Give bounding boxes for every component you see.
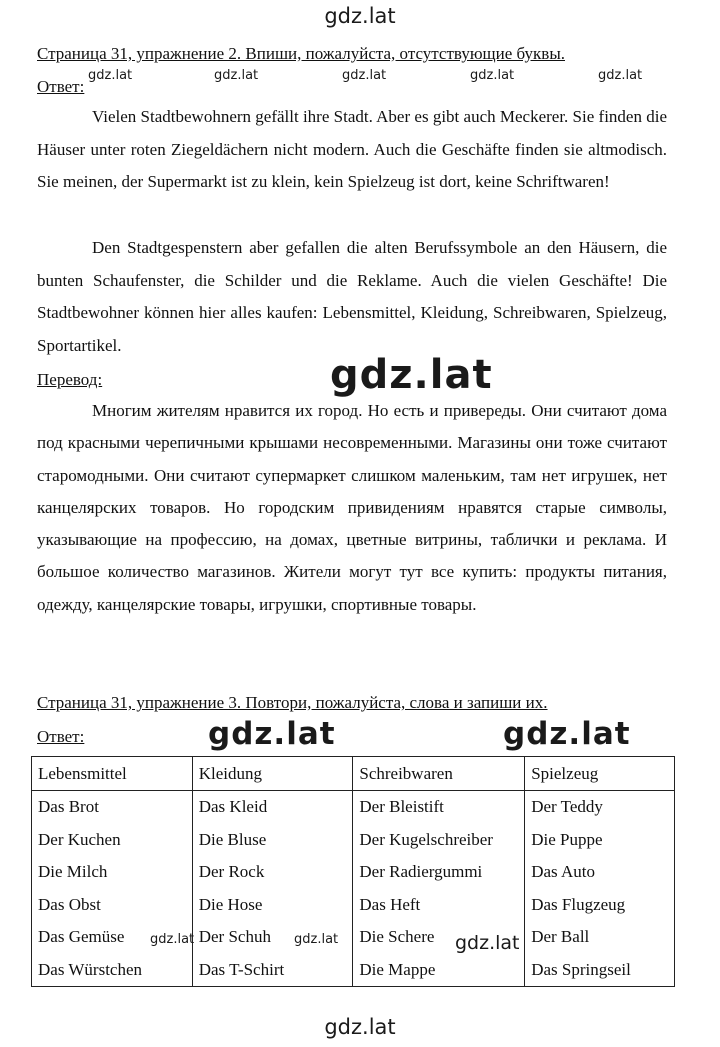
task3-title: Страница 31, упражнение 3. Повтори, пожалуйста, слова и запиши их. <box>37 693 548 712</box>
table-cell: Der Ball <box>525 921 675 954</box>
table-header-cell: Schreibwaren <box>353 757 525 791</box>
translation-paragraph: Многим жителям нравится их город. Но есть и привереды. Они считают дома под красными черепичными крышами несовременными. Магазины они тоже считают старомодными. Они считают супермаркет слишком маленьким, там нет игрушек, нет канцелярских товаров. Но городским привидениям нравятся старые символы, указывающие на профессию, на домах, цветные витрины, таблички и реклама. И большое количество магазинов. Жители могут тут все купить: продукты питания, одежду, канцелярские товары, игрушки, спортивные товары. <box>37 401 667 614</box>
table-row <box>32 954 675 987</box>
task2-title: Страница 31, упражнение 2. Впиши, пожалуйста, отсутствующие буквы. <box>37 44 565 63</box>
table-cell: Das Brot <box>32 791 193 824</box>
table-cell: Die Milch <box>32 856 193 889</box>
watermark-small: gdz.lat <box>342 68 387 83</box>
watermark-small: gdz.lat <box>88 68 133 83</box>
table-header-cell: Kleidung <box>192 757 353 791</box>
watermark-small: gdz.lat <box>150 932 195 947</box>
table-row <box>32 856 675 889</box>
table-cell: Der Radiergummi <box>353 856 525 889</box>
watermark-bottom: gdz.lat <box>324 1015 396 1039</box>
table-header-row <box>32 757 675 791</box>
table-cell: Das Obst <box>32 889 193 922</box>
table-cell: Der Bleistift <box>353 791 525 824</box>
watermark-top: gdz.lat <box>324 4 396 28</box>
table-cell: Die Mappe <box>353 954 525 987</box>
watermark-large: gdz.lat <box>330 352 493 398</box>
table-row <box>32 921 675 954</box>
table-cell: Das T-Schirt <box>192 954 353 987</box>
table-cell: Der Kugelschreiber <box>353 824 525 857</box>
watermark-medium: gdz.lat <box>503 716 631 752</box>
table-cell: Das Kleid <box>192 791 353 824</box>
table-cell: Das Heft <box>353 889 525 922</box>
table-cell: Der Kuchen <box>32 824 193 857</box>
watermark-small: gdz.lat <box>470 68 515 83</box>
vocabulary-table <box>31 756 675 987</box>
table-header-cell: Lebensmittel <box>32 757 193 791</box>
table-cell: Die Hose <box>192 889 353 922</box>
table-header-cell: Spielzeug <box>525 757 675 791</box>
watermark-medium: gdz.lat <box>208 716 336 752</box>
task3-answer-label: Ответ: <box>37 727 85 746</box>
watermark-small: gdz.lat <box>294 932 339 947</box>
table-row <box>32 791 675 824</box>
watermark-small: gdz.lat <box>598 68 643 83</box>
table-cell: Das Gemüse <box>32 921 193 954</box>
table-cell: Der Rock <box>192 856 353 889</box>
table-cell: Die Puppe <box>525 824 675 857</box>
table-row <box>32 889 675 922</box>
table-cell: Die Schere <box>353 921 525 954</box>
answer-paragraph-1: Vielen Stadtbewohnern gefällt ihre Stadt. Aber es gibt auch Meckerer. Sie finden die Häuser unter roten Ziegeldächern nicht modern. Auch die Geschäfte finden sie altmodisch. Sie meinen, der Supermarkt ist zu klein, kein Spielzeug ist dort, keine Schriftwaren! <box>37 107 667 191</box>
table-cell: Das Springseil <box>525 954 675 987</box>
task2-answer-label: Ответ: <box>37 77 85 96</box>
table-cell: Das Würstchen <box>32 954 193 987</box>
translation-label: Перевод: <box>37 370 103 389</box>
table-cell: Der Schuh <box>192 921 353 954</box>
table-row <box>32 824 675 857</box>
watermark-small: gdz.lat <box>455 932 520 954</box>
table-cell: Das Flugzeug <box>525 889 675 922</box>
watermark-small: gdz.lat <box>214 68 259 83</box>
table-cell: Die Bluse <box>192 824 353 857</box>
answer-paragraph-2: Den Stadtgespenstern aber gefallen die alten Berufssymbole an den Häusern, die bunten Schaufenster, die Schilder und die Reklame. Auch die vielen Geschäfte! Die Stadtbewohner können hier alles kaufen: Lebensmittel, Kleidung, Schreibwaren, Spielzeug, Sportartikel. <box>37 238 667 355</box>
table-cell: Der Teddy <box>525 791 675 824</box>
table-cell: Das Auto <box>525 856 675 889</box>
